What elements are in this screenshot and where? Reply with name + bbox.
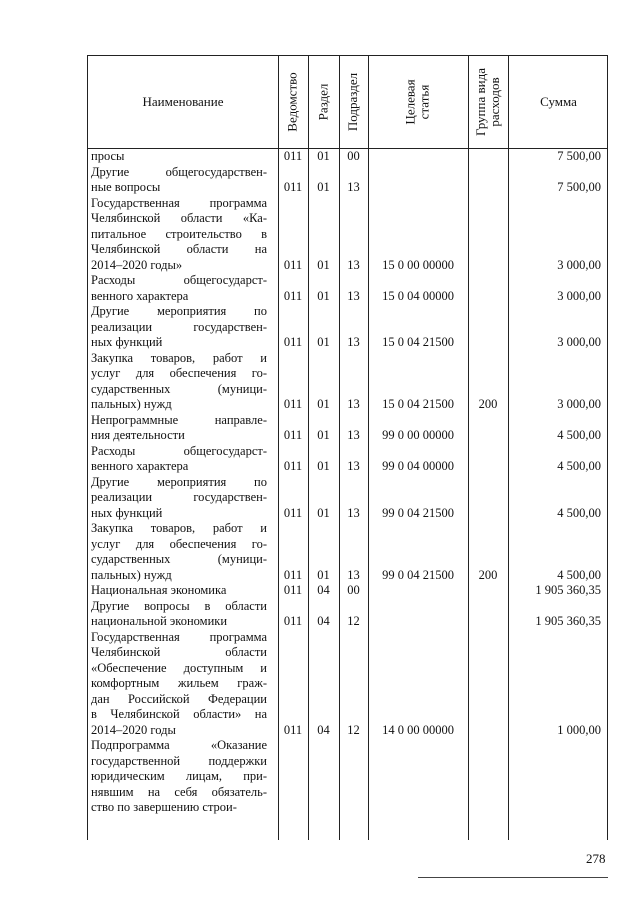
- row-summa: 7 500,00: [557, 149, 601, 163]
- row-razdel: 01: [317, 180, 330, 194]
- row-vedomstvo: 011: [283, 722, 303, 737]
- row-name: [91, 149, 267, 165]
- table-row: [88, 630, 607, 739]
- row-name-line: национальной экономики: [91, 614, 228, 628]
- row-summa: 7 500,00: [557, 180, 601, 194]
- row-razdel: 01: [317, 459, 330, 473]
- budget-table: [87, 55, 608, 840]
- header-vedomstvo: Ведомство: [285, 72, 300, 132]
- table-row: [88, 521, 607, 583]
- row-name-line: ство по завершению строи-: [91, 800, 237, 814]
- row-name-line: Государственная программа: [91, 629, 267, 644]
- row-vedomstvo: 011: [283, 149, 303, 163]
- row-name-line: Другие общегосударствен-: [91, 164, 267, 179]
- header-razdel: Раздел: [315, 83, 331, 121]
- header-gruppa-line1: Группа вида: [473, 68, 489, 136]
- table-row: [88, 196, 607, 274]
- header-celevaya-line2: статья: [416, 84, 432, 120]
- table-header: [88, 56, 607, 149]
- footer-rule: [418, 877, 608, 878]
- table-row: [88, 351, 607, 413]
- row-celevaya: 99 0 04 21500: [382, 505, 454, 520]
- row-name-line: просы: [91, 149, 125, 163]
- row-vedomstvo: 011: [283, 459, 303, 473]
- row-name-line: юридическим лицам, при-: [91, 769, 267, 783]
- row-podrazdel: 00: [347, 149, 360, 163]
- row-vedomstvo: 011: [283, 288, 303, 303]
- row-name-line: Расходы общегосударст-: [91, 273, 267, 287]
- row-name: [91, 475, 267, 522]
- row-podrazdel: 00: [347, 583, 360, 597]
- row-celevaya: 99 0 04 21500: [382, 567, 454, 582]
- row-gruppa: 200: [478, 567, 498, 582]
- row-name: [91, 273, 267, 304]
- row-razdel: 01: [317, 149, 330, 163]
- header-celevaya: [404, 79, 432, 124]
- row-razdel: 01: [317, 428, 330, 442]
- row-vedomstvo: 011: [283, 614, 303, 628]
- row-name-line: пальных) нужд: [91, 397, 172, 411]
- row-summa: 1 000,00: [557, 722, 601, 737]
- row-vedomstvo: 011: [283, 505, 303, 520]
- row-name-line: сударственных (муници-: [91, 552, 267, 566]
- row-summa: 3 000,00: [557, 257, 601, 272]
- row-podrazdel: 13: [347, 459, 360, 473]
- row-name-line: венного характера: [91, 288, 189, 303]
- row-celevaya: 15 0 04 00000: [382, 288, 454, 303]
- row-celevaya: 15 0 04 21500: [382, 397, 454, 411]
- row-name: [91, 444, 267, 475]
- row-name-line: Другие вопросы в области: [91, 598, 267, 613]
- row-name: [91, 521, 267, 583]
- row-vedomstvo: 011: [283, 257, 303, 272]
- row-name-line: комфортным жильем граж-: [91, 676, 267, 690]
- row-summa: 3 000,00: [557, 397, 601, 411]
- header-gruppa: [474, 68, 502, 136]
- row-celevaya: 15 0 00 00000: [382, 257, 454, 272]
- row-razdel: 04: [317, 722, 330, 737]
- row-razdel: 01: [317, 505, 330, 520]
- row-razdel: 01: [317, 335, 330, 349]
- table-row: [88, 738, 607, 816]
- row-razdel: 04: [317, 583, 330, 597]
- row-razdel: 01: [317, 257, 330, 272]
- row-name-line: 2014–2020 годы»: [91, 257, 183, 272]
- row-name-line: Национальная экономика: [91, 583, 227, 597]
- row-podrazdel: 13: [347, 288, 360, 303]
- row-name: [91, 630, 267, 739]
- row-razdel: 01: [317, 288, 330, 303]
- row-name-line: реализации государствен-: [91, 490, 267, 504]
- row-name-line: Закупка товаров, работ и: [91, 521, 267, 535]
- row-name-line: питальное строительство в: [91, 226, 267, 241]
- row-podrazdel: 13: [347, 180, 360, 194]
- table-row: [88, 304, 607, 351]
- row-name-line: Челябинской области: [91, 645, 267, 659]
- row-podrazdel: 13: [347, 567, 360, 582]
- header-podrazdel: Подраздел: [345, 72, 361, 132]
- header-gruppa-cell: [468, 56, 508, 148]
- table-row: [88, 413, 607, 444]
- table-row: [88, 165, 607, 196]
- row-podrazdel: 13: [347, 428, 360, 442]
- row-name-line: Другие мероприятия по: [91, 474, 267, 489]
- row-name-line: венного характера: [91, 459, 189, 473]
- row-name-line: пальных) нужд: [91, 567, 172, 582]
- row-podrazdel: 13: [347, 397, 360, 411]
- row-celevaya: 99 0 04 00000: [382, 459, 454, 473]
- row-celevaya: 99 0 00 00000: [382, 428, 454, 442]
- row-summa: 4 500,00: [557, 459, 601, 473]
- row-celevaya: 15 0 04 21500: [382, 335, 454, 349]
- row-name: [91, 738, 267, 816]
- row-name: [91, 304, 267, 351]
- table-row: [88, 273, 607, 304]
- row-name-line: 2014–2020 годы: [91, 722, 176, 737]
- header-gruppa-line2: расходов: [487, 77, 503, 127]
- row-name-line: сударственных (муници-: [91, 381, 267, 396]
- table-row: [88, 599, 607, 630]
- row-name-line: государственной поддержки: [91, 753, 267, 768]
- header-name-cell: [88, 56, 278, 148]
- row-name-line: ния деятельности: [91, 428, 185, 442]
- table-row: [88, 149, 607, 165]
- row-summa: 3 000,00: [557, 335, 601, 349]
- row-name-line: в Челябинской области» на: [91, 707, 267, 721]
- row-razdel: 01: [317, 397, 330, 411]
- table-row: [88, 583, 607, 599]
- row-summa: 1 905 360,35: [535, 614, 601, 628]
- page-number: 278: [586, 851, 606, 866]
- row-vedomstvo: 011: [283, 180, 303, 194]
- header-celevaya-line1: Целевая: [402, 79, 418, 125]
- row-name-line: Непрограммные направле-: [91, 412, 267, 427]
- row-gruppa: 200: [478, 397, 498, 411]
- row-summa: 3 000,00: [557, 288, 601, 303]
- header-summa-cell: [508, 56, 609, 148]
- row-podrazdel: 13: [347, 505, 360, 520]
- row-name: [91, 196, 267, 274]
- row-razdel: 04: [317, 614, 330, 628]
- row-summa: 1 905 360,35: [535, 583, 601, 597]
- row-name-line: Закупка товаров, работ и: [91, 350, 267, 365]
- header-name: Наименование: [142, 94, 224, 109]
- row-name-line: Челябинской области «Ка-: [91, 211, 267, 225]
- row-name: [91, 583, 267, 599]
- row-name-line: ных функций: [91, 335, 163, 349]
- row-name-line: «Обеспечение доступным и: [91, 660, 267, 675]
- header-podrazdel-cell: [339, 56, 368, 148]
- row-name-line: услуг для обеспечения го-: [91, 366, 267, 380]
- header-razdel-cell: [308, 56, 339, 148]
- table-row: [88, 475, 607, 522]
- row-name-line: Государственная программа: [91, 195, 267, 210]
- row-name-line: ные вопросы: [91, 180, 161, 194]
- row-vedomstvo: 011: [283, 428, 303, 442]
- row-name-line: Другие мероприятия по: [91, 304, 267, 318]
- row-name-line: дан Российской Федерации: [91, 691, 267, 706]
- header-celevaya-cell: [368, 56, 468, 148]
- row-name-line: ных функций: [91, 505, 163, 520]
- row-name: [91, 413, 267, 444]
- row-name-line: нявшим на себя обязатель-: [91, 784, 267, 799]
- row-name-line: Челябинской области на: [91, 242, 267, 256]
- row-name-line: услуг для обеспечения го-: [91, 536, 267, 551]
- row-summa: 4 500,00: [557, 428, 601, 442]
- row-podrazdel: 13: [347, 335, 360, 349]
- row-name-line: реализации государствен-: [91, 319, 267, 334]
- row-vedomstvo: 011: [283, 567, 303, 582]
- header-vedomstvo-cell: [278, 56, 308, 148]
- row-name: [91, 165, 267, 196]
- row-name: [91, 599, 267, 630]
- header-summa: Сумма: [540, 94, 577, 109]
- row-razdel: 01: [317, 567, 330, 582]
- row-name-line: Подпрограмма «Оказание: [91, 738, 267, 752]
- row-podrazdel: 12: [347, 614, 360, 628]
- row-name: [91, 351, 267, 413]
- row-celevaya: 14 0 00 00000: [382, 722, 454, 737]
- row-summa: 4 500,00: [557, 505, 601, 520]
- row-vedomstvo: 011: [283, 335, 303, 349]
- row-name-line: Расходы общегосударст-: [91, 443, 267, 458]
- table-row: [88, 444, 607, 475]
- row-summa: 4 500,00: [557, 567, 601, 582]
- row-podrazdel: 13: [347, 257, 360, 272]
- row-podrazdel: 12: [347, 722, 360, 737]
- row-vedomstvo: 011: [283, 583, 303, 597]
- row-vedomstvo: 011: [283, 397, 303, 411]
